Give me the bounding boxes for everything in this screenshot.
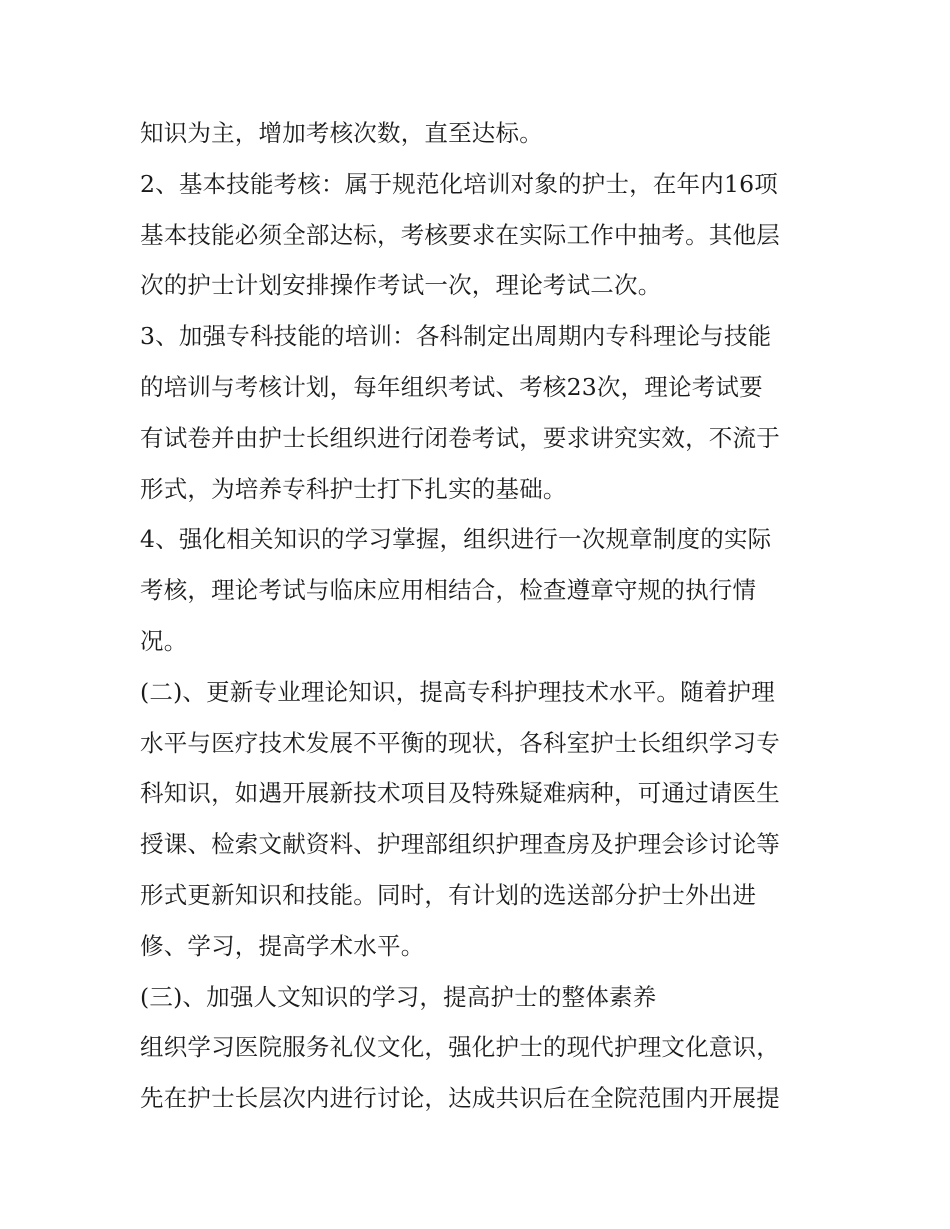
- text-line: 的培训与考核计划，每年组织考试、考核23次，理论考试要: [140, 372, 763, 401]
- text-line: 水平与医疗技术发展不平衡的现状，各科室护士长组织学习专: [140, 728, 780, 757]
- text-line: 次的护士计划安排操作考试一次，理论考试二次。: [140, 271, 662, 300]
- text-line: 组织学习医院服务礼仪文化，强化护士的现代护理文化意识，: [140, 1033, 780, 1062]
- text-line: 2、基本技能考核：属于规范化培训对象的护士，在年内16项: [140, 169, 778, 198]
- body-text: [140, 108, 820, 1124]
- text-line: 授课、检索文献资料、护理部组织护理查房及护理会诊讨论等: [140, 830, 780, 859]
- text-line: 形式更新知识和技能。同时，有计划的选送部分护士外出进: [140, 880, 757, 909]
- text-line: 4、强化相关知识的学习掌握，组织进行一次规章制度的实际: [140, 525, 772, 554]
- text-line: 科知识，如遇开展新技术项目及特殊疑难病种，可通过请医生: [140, 779, 780, 808]
- text-line: 形式，为培养专科护士打下扎实的基础。: [140, 474, 567, 503]
- text-line: 基本技能必须全部达标，考核要求在实际工作中抽考。其他层: [140, 220, 780, 249]
- text-line: 先在护士长层次内进行讨论，达成共识后在全院范围内开展提: [140, 1084, 780, 1113]
- text-line: (三)、加强人文知识的学习，提高护士的整体素养: [140, 982, 657, 1011]
- text-line: 修、学习，提高学术水平。: [140, 931, 425, 960]
- text-line: 3、加强专科技能的培训：各科制定出周期内专科理论与技能: [140, 322, 772, 351]
- text-line: 知识为主，增加考核次数，直至达标。: [140, 119, 543, 147]
- text-line: 况。: [140, 626, 188, 655]
- text-line: 考核，理论考试与临床应用相结合，检查遵章守规的执行情: [140, 576, 757, 605]
- text-line: 有试卷并由护士长组织进行闭卷考试，要求讲究实效，不流于: [140, 423, 780, 452]
- text-line: (二)、更新专业理论知识，提高专科护理技术水平。随着护理: [140, 677, 775, 706]
